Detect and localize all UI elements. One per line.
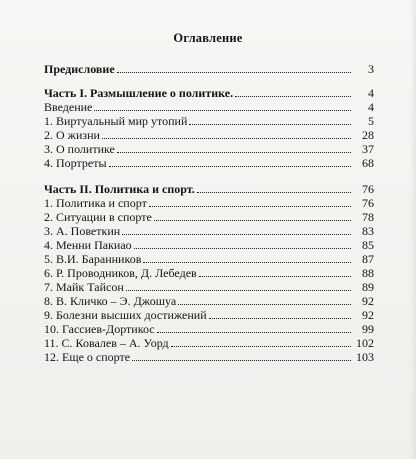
toc-entry-label: 2. О жизни — [44, 128, 100, 142]
dot-leader — [199, 276, 351, 277]
dot-leader — [109, 166, 351, 167]
toc-entry-page: 87 — [362, 252, 374, 266]
toc-entry — [44, 142, 374, 156]
toc-entry-page: 37 — [362, 142, 374, 156]
toc-entry-label: 3. А. Поветкин — [44, 224, 121, 238]
dot-leader — [117, 72, 351, 73]
toc-entry — [44, 238, 374, 252]
toc-entry-page: 88 — [362, 266, 374, 280]
toc-entry-label: 9. Болезни высших достижений — [44, 308, 207, 322]
toc-entry-label: 11. С. Ковалев – А. Уорд — [44, 336, 169, 350]
toc-entry — [44, 62, 374, 76]
toc-entry-page: 68 — [362, 156, 374, 170]
dot-leader — [143, 262, 351, 263]
dot-leader — [171, 346, 351, 347]
toc-entry-label: Предисловие — [44, 62, 115, 76]
toc-entry — [44, 336, 374, 350]
toc-entry-page: 4 — [368, 100, 374, 114]
toc-entry-label: 5. В.И. Баранников — [44, 252, 142, 266]
toc-entry-label: Часть I. Размышление о политике. — [44, 86, 234, 100]
toc-entry-page: 85 — [362, 238, 374, 252]
page-title: Оглавление — [173, 31, 243, 45]
toc-entry-label: 10. Гассиев-Дортикос — [44, 322, 155, 336]
toc-entry-page: 103 — [356, 350, 374, 364]
dot-leader — [102, 138, 351, 139]
toc-entry — [44, 128, 374, 142]
dot-leader — [189, 124, 351, 125]
dot-leader — [122, 234, 351, 235]
toc-entry-page: 92 — [362, 294, 374, 308]
dot-leader — [132, 360, 351, 361]
toc-entry-page: 89 — [362, 280, 374, 294]
toc-entry-label: Введение — [44, 100, 93, 114]
toc-entry-page: 5 — [368, 114, 374, 128]
toc-entry-label: 4. Портреты — [44, 156, 107, 170]
toc-entry-page: 83 — [362, 224, 374, 238]
dot-leader — [126, 290, 351, 291]
dot-leader — [154, 220, 351, 221]
toc-entry — [44, 224, 374, 238]
toc-entry — [44, 280, 374, 294]
toc-entry — [44, 322, 374, 336]
toc-entry — [44, 294, 374, 308]
toc-entry — [44, 182, 374, 196]
toc-entry — [44, 196, 374, 210]
toc-entry — [44, 210, 374, 224]
toc-entry-label: 1. Виртуальный мир утопий — [44, 114, 188, 128]
dot-leader — [117, 152, 351, 153]
dot-leader — [149, 206, 351, 207]
dot-leader — [209, 318, 351, 319]
toc-entry — [44, 114, 374, 128]
toc-entry — [44, 252, 374, 266]
page-edge-shadow — [410, 0, 416, 459]
toc-entry-page: 92 — [362, 308, 374, 322]
toc-entry — [44, 86, 374, 100]
toc-entry-label: 4. Менни Пакиао — [44, 238, 132, 252]
toc-entry-page: 28 — [362, 128, 374, 142]
dot-leader — [197, 192, 351, 193]
toc-entry-page: 4 — [368, 86, 374, 100]
toc-entry-page: 102 — [356, 336, 374, 350]
toc-entry-label: 6. Р. Проводников, Д. Лебедев — [44, 266, 197, 280]
toc-entry-page: 76 — [362, 196, 374, 210]
toc-entry-label: 3. О политике — [44, 142, 115, 156]
toc-entry-page: 99 — [362, 322, 374, 336]
toc-entry-label: 12. Еще о спорте — [44, 350, 131, 364]
toc-entry — [44, 308, 374, 322]
dot-leader — [94, 110, 351, 111]
toc-entry-page: 3 — [368, 62, 374, 76]
toc-entry-label: 2. Ситуации в спорте — [44, 210, 152, 224]
toc-entry — [44, 100, 374, 114]
toc-entry-label: 8. В. Кличко – Э. Джошуа — [44, 294, 177, 308]
dot-leader — [157, 332, 351, 333]
toc-entry-label: 7. Майк Тайсон — [44, 280, 124, 294]
toc-entry-page: 76 — [362, 182, 374, 196]
dot-leader — [235, 96, 351, 97]
dot-leader — [178, 304, 351, 305]
toc-entry-label: Часть II. Политика и спорт. — [44, 182, 195, 196]
toc-entry — [44, 266, 374, 280]
dot-leader — [134, 248, 351, 249]
toc-entry — [44, 350, 374, 364]
toc-entry-label: 1. Политика и спорт — [44, 196, 147, 210]
toc-entry — [44, 156, 374, 170]
toc-entry-page: 78 — [362, 210, 374, 224]
